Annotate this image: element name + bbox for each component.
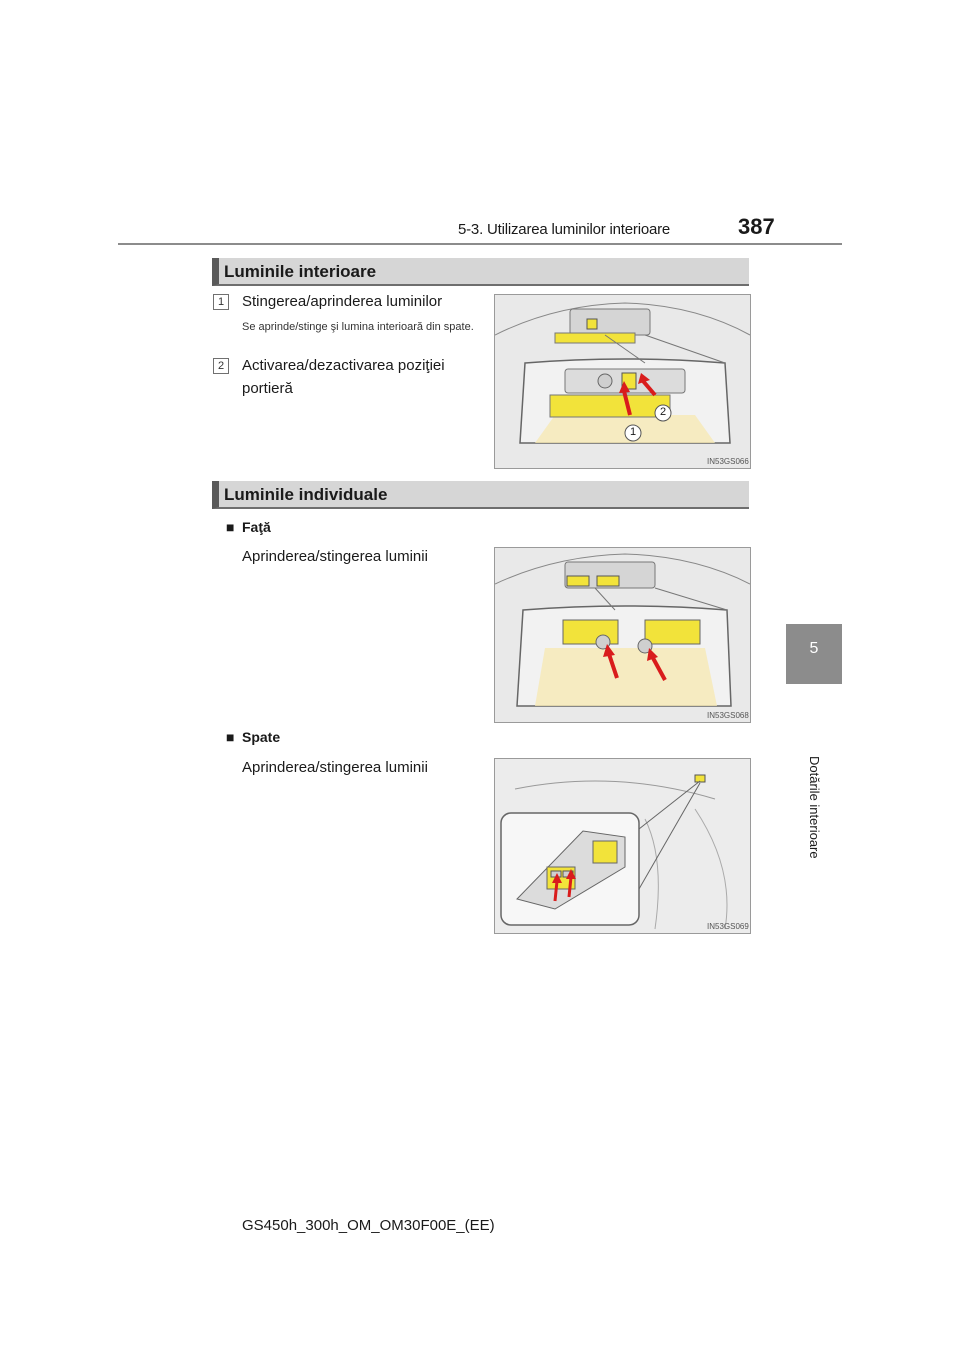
- header-divider: [118, 243, 842, 245]
- rear-cabin-drawing: [495, 759, 750, 933]
- page-number: 387: [738, 214, 775, 239]
- figure-front-lights: [494, 547, 751, 723]
- figure-code: IN53GS066: [707, 457, 749, 466]
- callout-1: 1: [629, 426, 637, 438]
- header-section-title: 5-3. Utilizarea luminilor interioare: [458, 221, 671, 238]
- section-title-individual-lights: Luminile individuale: [224, 485, 388, 504]
- figure-code: IN53GS068: [707, 711, 749, 720]
- chapter-number: 5: [809, 640, 819, 657]
- chapter-label-text: Dotările interioare: [807, 756, 822, 859]
- text-rear: Aprinderea/stingerea luminii: [242, 759, 428, 776]
- text-front: Aprinderea/stingerea luminii: [242, 548, 428, 565]
- figure-code: IN53GS069: [707, 922, 749, 931]
- item-text-2-line1: Activarea/dezactivarea poziţiei: [242, 357, 445, 374]
- overhead-console-drawing: [495, 295, 750, 468]
- subheading-front: Faţă: [242, 519, 271, 535]
- item-text-2-line2: portieră: [242, 380, 293, 397]
- figure-rear-lights: [494, 758, 751, 934]
- subheading-rear: Spate: [242, 729, 281, 745]
- figure-interior-lights: [494, 294, 751, 469]
- item-number-1: 1: [213, 294, 229, 310]
- document-code: GS450h_300h_OM_OM30F00E_(EE): [242, 1217, 495, 1234]
- item-text-1: Stingerea/aprinderea luminilor: [242, 293, 443, 310]
- item-number-2: 2: [213, 358, 229, 374]
- callout-2: 2: [659, 406, 667, 418]
- bullet-front: ■: [226, 519, 235, 535]
- section-title-interior-lights: Luminile interioare: [224, 262, 377, 281]
- bullet-rear: ■: [226, 729, 235, 745]
- item-note-1: Se aprinde/stinge şi lumina interioară din spate.: [242, 321, 474, 333]
- front-console-drawing: [495, 548, 750, 722]
- chapter-label: [802, 756, 822, 859]
